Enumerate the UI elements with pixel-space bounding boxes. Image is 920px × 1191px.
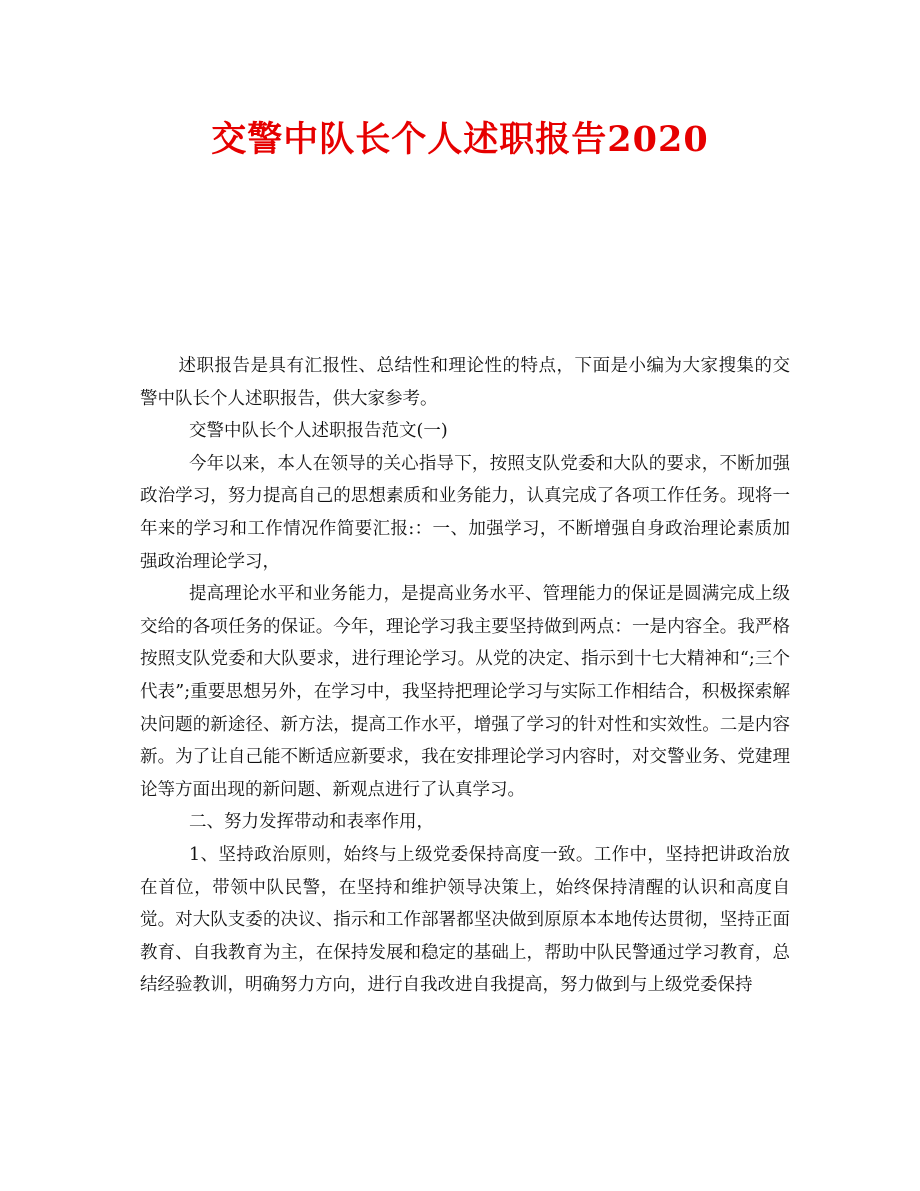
paragraph-study: 今年以来，本人在领导的关心指导下，按照支队党委和大队的要求，不断加强政治学习，努力提高自己的思想素质和业务能力，认真完成了各项工作任务。现将一年来的学习和工作情况作简要汇报:：一、加强学习，不断增强自身政治理论素质加强政治理论学习， [140,453,790,572]
intro-paragraph: 述职报告是具有汇报性、总结性和理论性的特点，下面是小编为大家搜集的交警中队长个人述职报告，供大家参考。 [140,356,790,409]
sample-heading: 交警中队长个人述职报告范文(一) [189,421,448,442]
paragraph-theory: 提高理论水平和业务能力，是提高业务水平、管理能力的保证是圆满完成上级交给的各项任务的保证。今年，理论学习我主要坚持做到两点：一是内容全。我严格按照支队党委和大队要求，进行理论学习。从党的决定、指示到十七大精神和“;三个代表”;重要思想另外，在学习中，我坚持把理论学习与实际工作相结合，积极探索解决问题的新途径、新方法，提高工作水平，增强了学习的针对性和实效性。二是内容新。为了让自己能不断适应新要求，我在安排理论学习内容时，对交警业务、党建理论等方面出现的新问题、新观点进行了认真学习。 [140,584,790,800]
section-heading-2: 二、努力发挥带动和表率作用， [189,812,434,833]
document-body [140,350,790,1002]
document-title: 交警中队长个人述职报告2020 [211,119,709,160]
paragraph-principle: 1、坚持政治原则，始终与上级党委保持高度一致。工作中，坚持把讲政治放在首位，带领中队民警，在坚持和维护领导决策上，始终保持清醒的认识和高度自觉。对大队支委的决议、指示和工作部署都坚决做到原原本本地传达贯彻，坚持正面教育、自我教育为主，在保持发展和稳定的基础上，帮助中队民警通过学习教育，总结经验教训，明确努力方向，进行自我改进自我提高，努力做到与上级党委保持 [140,844,790,996]
